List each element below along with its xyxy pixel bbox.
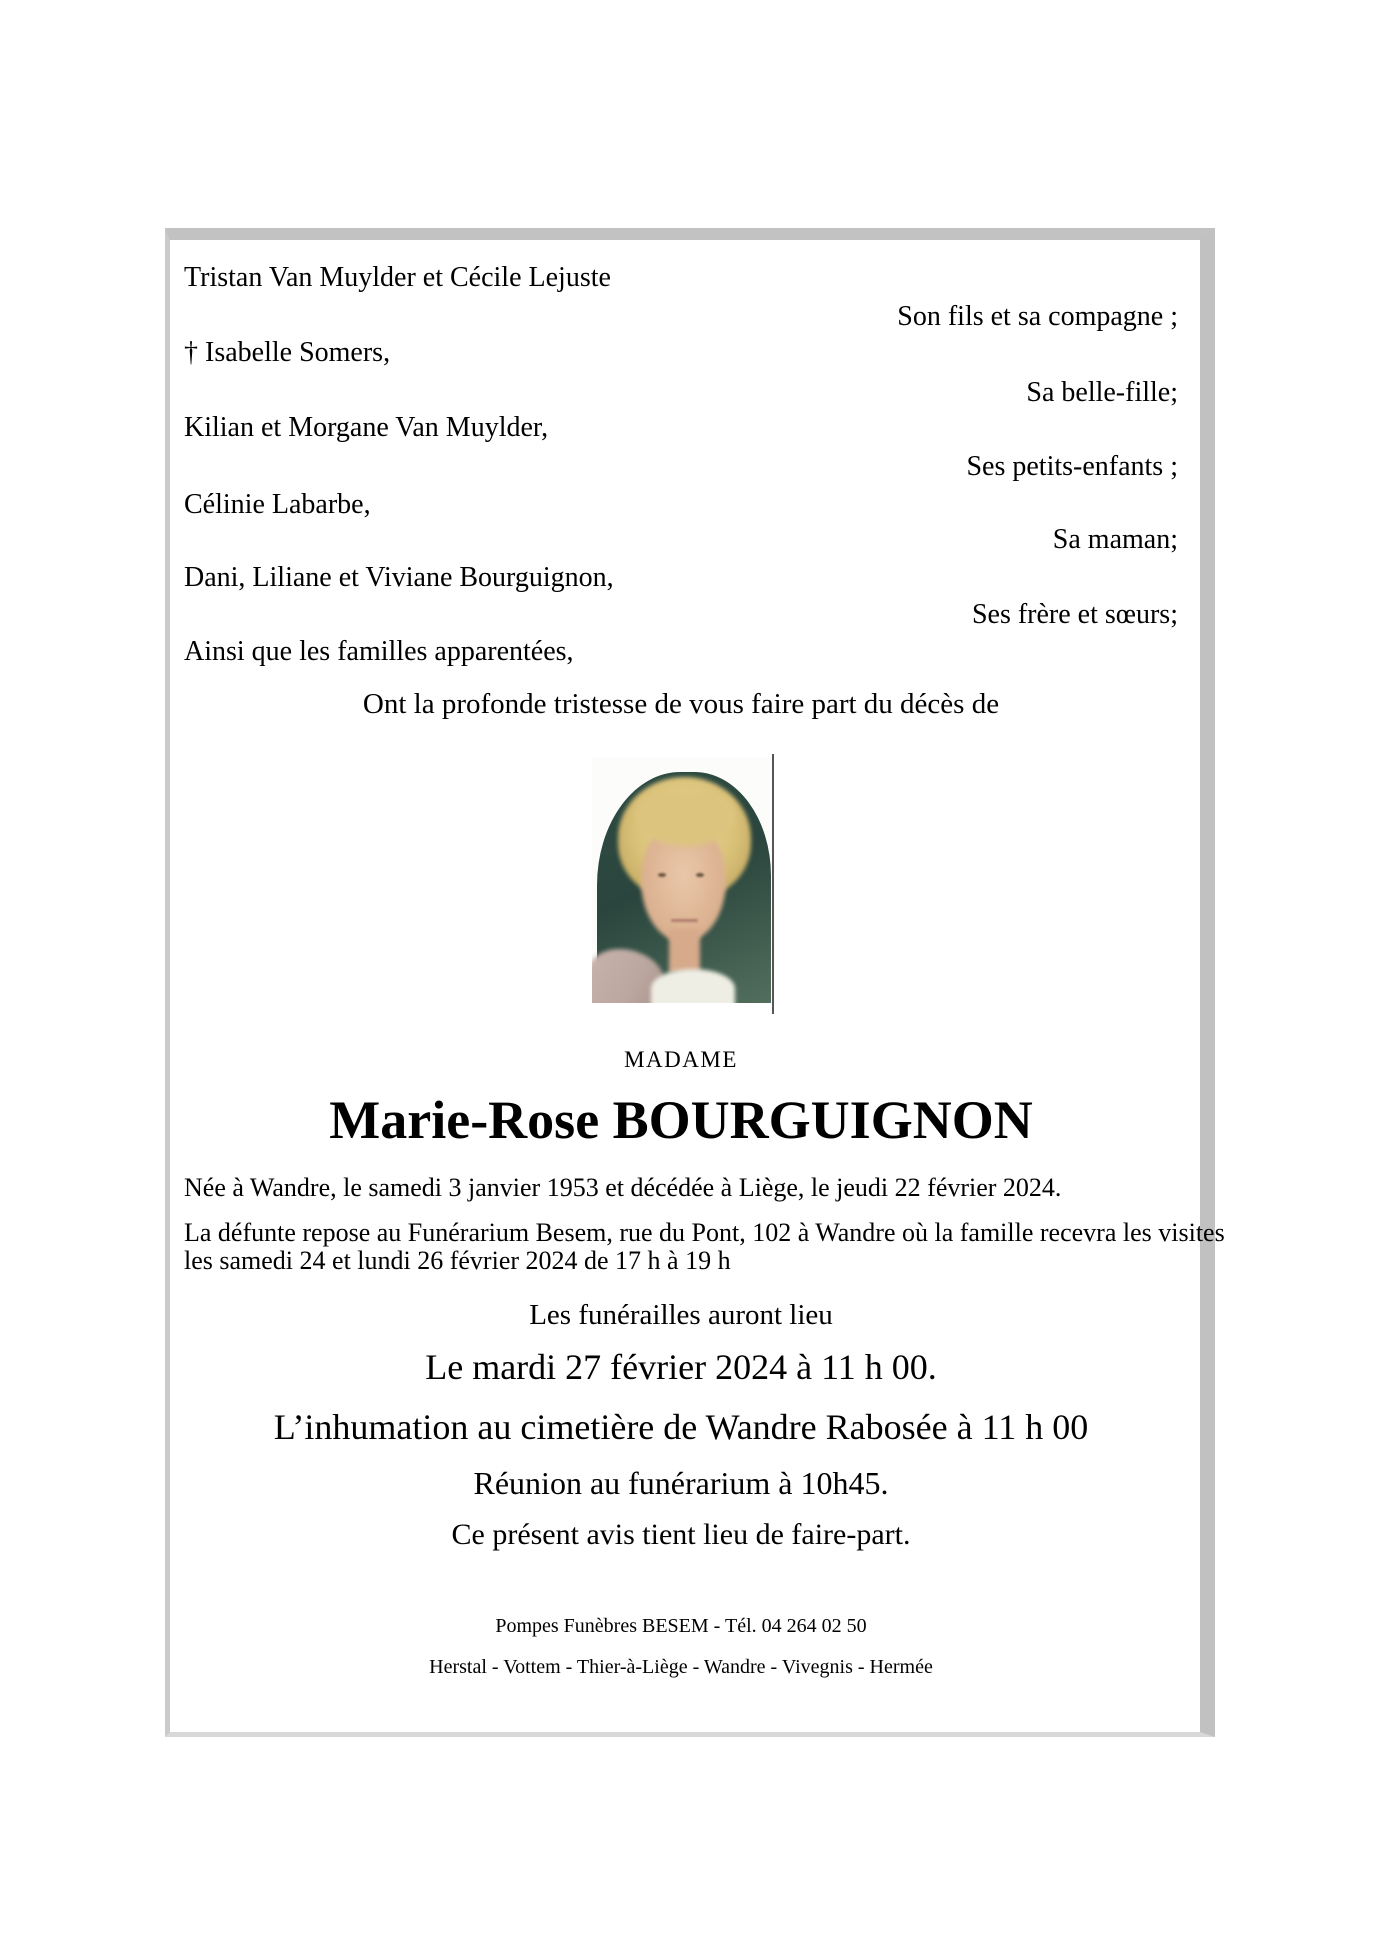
family-member-line: Kilian et Morgane Van Muylder, (184, 412, 549, 443)
photo-left-eye (658, 873, 666, 877)
announcement-sentence: Ont la profonde tristesse de vous faire part du décès de (362, 688, 1000, 720)
photo-neck (669, 929, 700, 973)
relationship-line: Son fils et sa compagne ; (897, 301, 1178, 332)
repose-line-1: La défunte repose au Funérarium Besem, rue du Pont, 102 à Wandre où la famille recevra les visites (184, 1218, 1225, 1247)
relationship-line: Ses petits-enfants ; (966, 451, 1178, 482)
birth-death-line: Née à Wandre, le samedi 3 janvier 1953 et décédée à Liège, le jeudi 22 février 2024. (184, 1173, 1062, 1202)
photo-edge-line (772, 754, 774, 1014)
photo-fringe (636, 791, 735, 845)
relationship-line: Sa maman; (1052, 524, 1178, 555)
relationship-line: Ses frère et sœurs; (971, 599, 1178, 630)
locations-line: Herstal - Vottem - Thier-à-Liège - Wandre - Vivegnis - Hermée (429, 1656, 933, 1678)
funeral-home-line: Pompes Funèbres BESEM - Tél. 04 264 02 50 (495, 1615, 867, 1637)
family-member-line: Ainsi que les familles apparentées, (184, 636, 574, 667)
burial-line: L’inhumation au cimetière de Wandre Rabosée à 11 h 00 (273, 1407, 1089, 1447)
family-member-line: † Isabelle Somers, (184, 337, 391, 368)
family-member-line: Dani, Liliane et Viviane Bourguignon, (184, 562, 614, 593)
photo-right-eye (696, 873, 704, 877)
portrait-photo (592, 757, 775, 1003)
meeting-line: Réunion au funérarium à 10h45. (473, 1465, 889, 1501)
civility-title: MADAME (624, 1047, 738, 1072)
family-member-line: Tristan Van Muylder et Cécile Lejuste (184, 262, 611, 293)
deceased-name: Marie-Rose BOURGUIGNON (329, 1090, 1033, 1150)
funeral-date-line: Le mardi 27 février 2024 à 11 h 00. (425, 1347, 937, 1387)
notice-line: Ce présent avis tient lieu de faire-part. (451, 1518, 911, 1551)
photo-chest (651, 969, 735, 1003)
photo-mouth (671, 919, 698, 922)
repose-line-2: les samedi 24 et lundi 26 février 2024 de 17 h à 19 h (184, 1246, 731, 1275)
family-member-line: Célinie Labarbe, (184, 489, 371, 520)
funeral-intro-line: Les funérailles auront lieu (529, 1299, 833, 1331)
relationship-line: Sa belle-fille; (1026, 377, 1178, 408)
